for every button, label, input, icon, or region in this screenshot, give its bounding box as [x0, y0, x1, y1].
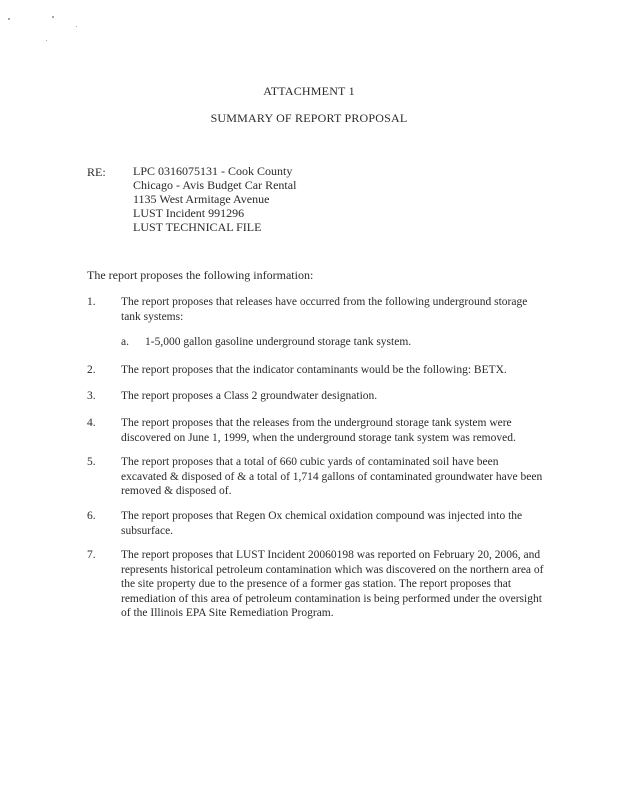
re-line: LPC 0316075131 - Cook County — [133, 164, 293, 178]
re-label: RE: — [87, 165, 106, 179]
item-number: 6. — [87, 510, 96, 522]
intro-text: The report proposes the following information: — [87, 268, 314, 282]
re-line: 1135 West Armitage Avenue — [133, 192, 270, 206]
item-text: The report proposes that the indicator contaminants would be the following: BETX. — [121, 364, 507, 376]
item-number: 4. — [87, 417, 96, 429]
re-line: LUST TECHNICAL FILE — [133, 220, 262, 234]
scan-speck — [52, 16, 54, 18]
item-text: The report proposes that releases have occurred from the following underground storage tank systems: — [121, 296, 528, 323]
item-text: The report proposes that Regen Ox chemical oxidation compound was injected into the subsurface. — [121, 510, 523, 537]
scan-speck — [76, 26, 77, 27]
item-number: 1. — [87, 296, 96, 308]
item-number: 3. — [87, 390, 96, 402]
item-text: The report proposes that LUST Incident 20060198 was reported on February 20, 2006, and represents historical petroleum contamination which was discovered on the northern area of the site property due to the presence of a former gas station. The report proposes that remediation of this area of petroleum contamination is being performed under the oversight of the Illinois EPA Site Remediation Program. — [121, 549, 544, 619]
document-title: SUMMARY OF REPORT PROPOSAL — [210, 111, 408, 125]
re-block — [133, 164, 296, 234]
re-line: LUST Incident 991296 — [133, 206, 245, 220]
item-text: The report proposes that a total of 660 cubic yards of contaminated soil have been excavated & disposed of & a total of 1,714 gallons of contaminated groundwater have been removed & disposed of. — [121, 456, 543, 497]
scan-speck — [46, 40, 47, 41]
attachment-heading: ATTACHMENT 1 — [263, 84, 355, 98]
item-number: 7. — [87, 549, 96, 561]
sub-item-letter: a. — [121, 336, 129, 348]
scan-speck — [8, 18, 10, 20]
re-line: Chicago - Avis Budget Car Rental — [133, 178, 297, 192]
item-text: The report proposes a Class 2 groundwater designation. — [121, 390, 378, 402]
item-number: 5. — [87, 456, 96, 468]
item-text: The report proposes that the releases from the underground storage tank system were discovered on June 1, 1999, when the underground storage tank system was removed. — [121, 417, 516, 444]
item-number: 2. — [87, 364, 96, 376]
sub-item-text: 1-5,000 gallon gasoline underground storage tank system. — [145, 336, 412, 348]
